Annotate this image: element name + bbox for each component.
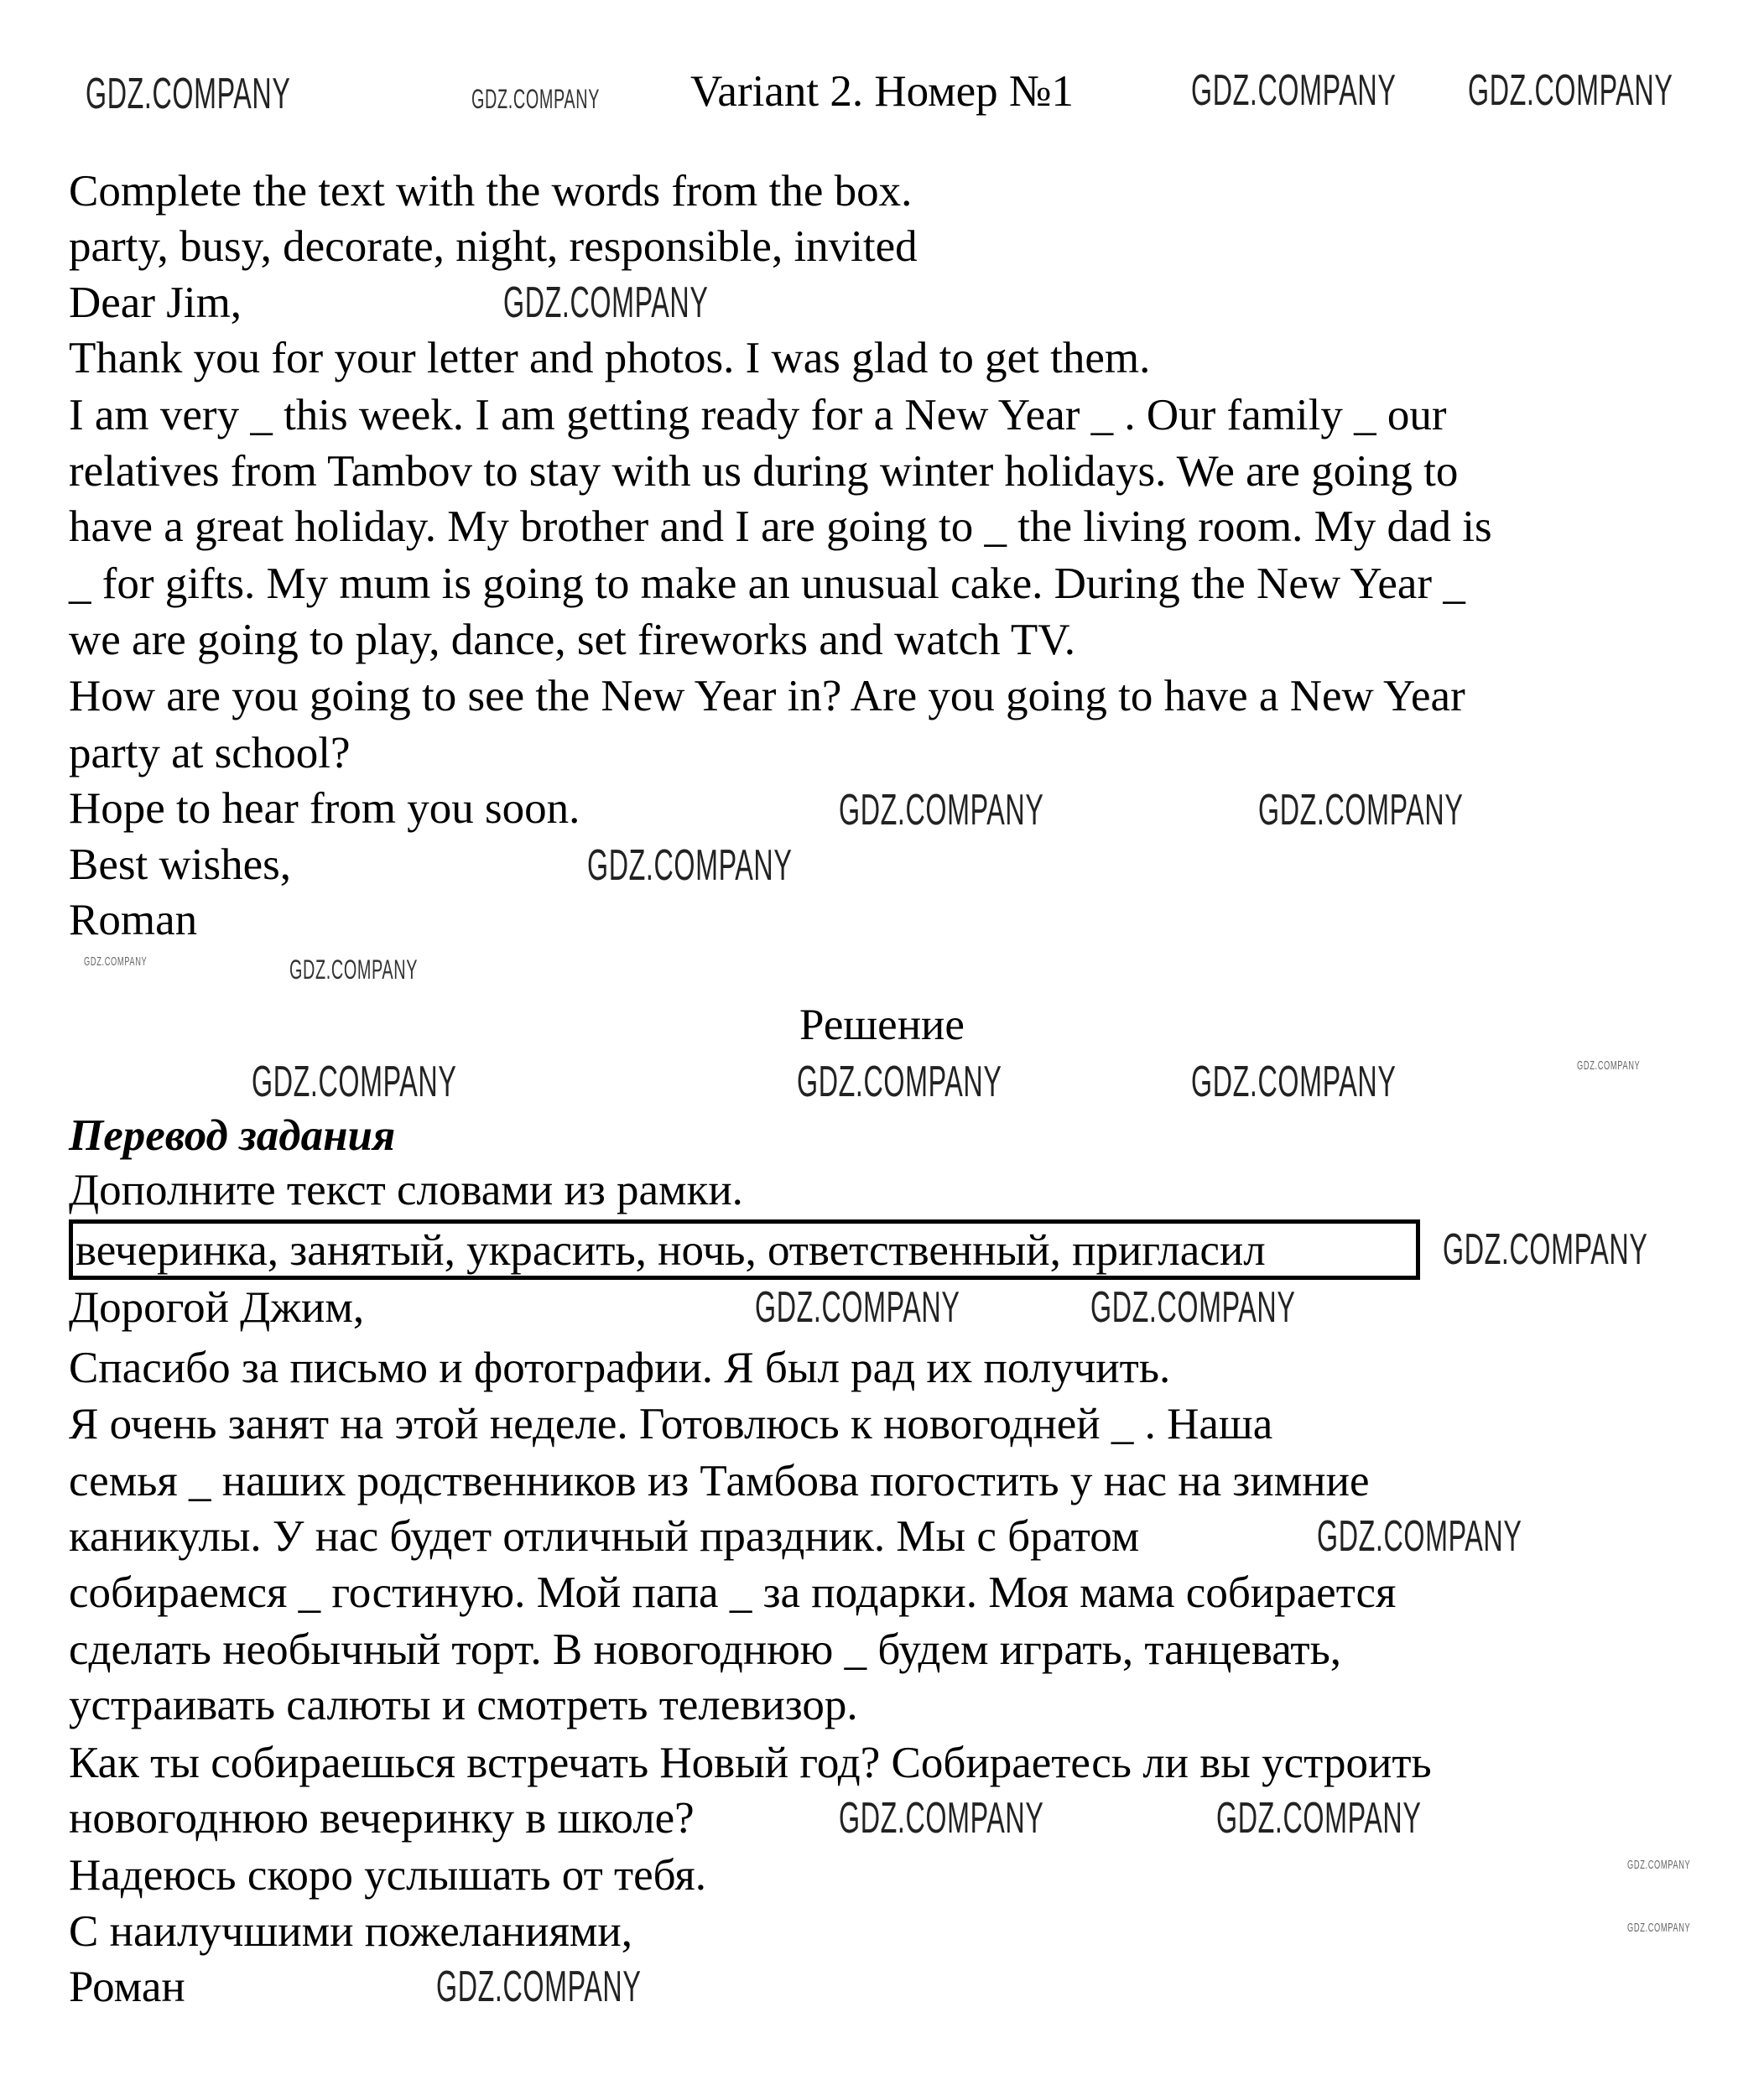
watermark: GDZ.COMPANY <box>503 278 709 327</box>
letter-line: relatives from Tambov to stay with us during winter holidays. We are going to <box>69 447 1459 496</box>
letter-line: Hope to hear from you soon. <box>69 784 580 833</box>
letter-line: we are going to play, dance, set fireworks and watch TV. <box>69 616 1075 664</box>
watermark: GDZ.COMPANY <box>86 70 291 118</box>
watermark: GDZ.COMPANY <box>1317 1512 1522 1561</box>
letter-line: Роман <box>69 1963 185 2011</box>
watermark: GDZ.COMPANY <box>1627 1858 1691 1872</box>
solution-instruction: Дополните текст словами из рамки. <box>69 1166 743 1214</box>
letter-line: party at school? <box>69 729 351 777</box>
watermark: GDZ.COMPANY <box>1468 66 1673 115</box>
letter-line: Dear Jim, <box>69 278 242 327</box>
watermark: GDZ.COMPANY <box>1577 1058 1641 1073</box>
watermark: GDZ.COMPANY <box>1627 1921 1691 1935</box>
watermark: GDZ.COMPANY <box>84 954 148 969</box>
watermark: GDZ.COMPANY <box>471 84 601 114</box>
letter-line: I am very _ this week. I am getting ready for a New Year _ . Our family _ our <box>69 391 1447 439</box>
page-title: Variant 2. Номер №1 <box>690 67 1074 116</box>
letter-line: have a great holiday. My brother and I are going to _ the living room. My dad is <box>69 502 1492 551</box>
letter-line: новогоднюю вечеринку в школе? <box>69 1794 695 1843</box>
watermark: GDZ.COMPANY <box>587 841 793 890</box>
letter-line: Thank you for your letter and photos. I was glad to get them. <box>69 334 1151 382</box>
watermark: GDZ.COMPANY <box>797 1058 1002 1106</box>
letter-line: _ for gifts. My mum is going to make an unusual cake. During the New Year _ <box>69 559 1465 608</box>
task-word-box: party, busy, decorate, night, responsible, invited <box>69 222 918 271</box>
watermark: GDZ.COMPANY <box>1191 66 1397 115</box>
watermark: GDZ.COMPANY <box>1216 1794 1422 1843</box>
translation-heading: Перевод задания <box>69 1111 396 1160</box>
watermark: GDZ.COMPANY <box>1191 1058 1397 1106</box>
letter-line: Спасибо за письмо и фотографии. Я был рад их получить. <box>69 1344 1171 1392</box>
watermark: GDZ.COMPANY <box>755 1283 960 1332</box>
watermark: GDZ.COMPANY <box>839 786 1044 835</box>
letter-line: Дорогой Джим, <box>69 1283 365 1332</box>
watermark: GDZ.COMPANY <box>1443 1225 1648 1274</box>
watermark: GDZ.COMPANY <box>289 954 419 985</box>
watermark: GDZ.COMPANY <box>252 1058 457 1106</box>
solution-heading: Решение <box>799 1001 965 1049</box>
task-instruction: Complete the text with the words from the box. <box>69 167 913 216</box>
letter-line: С наилучшими пожеланиями, <box>69 1907 632 1956</box>
watermark: GDZ.COMPANY <box>1258 786 1464 835</box>
solution-word-box: вечеринка, занятый, украсить, ночь, ответственный, пригласил <box>75 1226 1266 1275</box>
watermark: GDZ.COMPANY <box>839 1794 1044 1843</box>
letter-line: каникулы. У нас будет отличный праздник. Мы с братом <box>69 1512 1140 1561</box>
letter-line: собираемся _ гостиную. Мой папа _ за подарки. Моя мама собирается <box>69 1568 1397 1617</box>
watermark: GDZ.COMPANY <box>436 1963 642 2011</box>
letter-line: How are you going to see the New Year in? Are you going to have a New Year <box>69 672 1465 720</box>
letter-line: Надеюсь скоро услышать от тебя. <box>69 1851 706 1900</box>
letter-line: Я очень занят на этой неделе. Готовлюсь к новогодней _ . Наша <box>69 1400 1273 1448</box>
letter-line: семья _ наших родственников из Тамбова погостить у нас на зимние <box>69 1457 1370 1505</box>
letter-line: Как ты собираешься встречать Новый год? Собираетесь ли вы устроить <box>69 1739 1432 1787</box>
watermark: GDZ.COMPANY <box>1090 1283 1296 1332</box>
letter-line: Roman <box>69 896 198 944</box>
letter-line: устраивать салюты и смотреть телевизор. <box>69 1681 858 1729</box>
letter-line: сделать необычный торт. В новогоднюю _ будем играть, танцевать, <box>69 1625 1341 1674</box>
letter-line: Best wishes, <box>69 840 291 889</box>
